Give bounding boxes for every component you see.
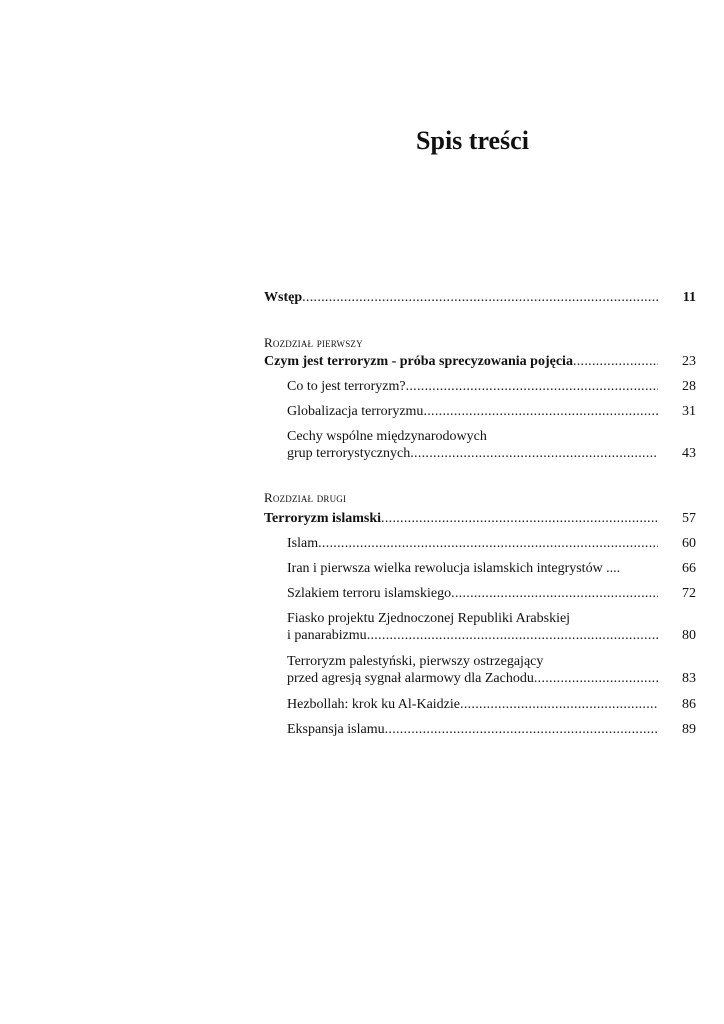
dot-leader [573,353,658,370]
toc-page-number: 80 [682,628,696,643]
dot-leader [460,696,658,713]
toc-entry-first-line: Terroryzm palestyński, pierwszy ostrzegający [287,654,544,669]
toc-page-number: 89 [682,722,696,737]
page-title: Spis treści [416,126,529,155]
toc-entry-text: Islam [287,536,319,551]
toc-chapter-heading[interactable] [264,353,696,370]
toc-entry[interactable] [287,403,696,420]
dot-leader [302,289,658,306]
dot-leader [367,627,658,644]
toc-chapter-heading[interactable] [264,510,696,527]
toc-entry-text: Terroryzm islamski [264,511,382,526]
toc-page-number: 23 [682,354,696,369]
toc-entry-text: i panarabizmu [287,628,367,643]
toc-page-number: 60 [682,536,696,551]
toc-entry[interactable] [287,653,696,687]
toc-entry[interactable] [287,535,696,552]
toc-entry[interactable] [287,428,696,462]
toc-entry-first-line: Cechy wspólne międzynarodowych [287,429,487,444]
dot-leader [318,535,658,552]
toc-entry-text: Szlakiem terroru islamskiego [287,586,452,601]
toc-page-number: 83 [682,671,696,686]
dot-leader [451,585,658,602]
toc-entry-text: Ekspansja islamu [287,722,385,737]
toc-page-number: 31 [682,404,696,419]
toc-entry-text: Czym jest terroryzm - próba sprecyzowania pojęcia [264,354,573,369]
toc-entry-text: Wstęp [264,290,303,305]
chapter-label: Rozdział drugi [264,490,347,505]
dot-leader [385,721,658,738]
dot-leader [381,510,658,527]
toc-page-number: 11 [682,290,696,305]
toc-page-number: 28 [682,379,696,394]
toc-entry-intro[interactable] [264,289,696,306]
toc-entry-text: Co to jest terroryzm? [287,379,406,394]
toc-page-number: 66 [682,561,696,576]
toc-entry-text: Iran i pierwsza wielka rewolucja islamskich integrystów .... [287,561,621,576]
toc-entry[interactable] [287,721,696,738]
toc-entry-text: grup terrorystycznych [287,446,411,461]
toc-entry[interactable] [287,610,696,644]
toc-entry-text: przed agresją sygnał alarmowy dla Zachodu [287,671,534,686]
toc-entry[interactable] [287,696,696,713]
dot-leader [534,670,658,687]
dot-leader [410,445,658,462]
toc-page-number: 57 [682,511,696,526]
toc-entry[interactable] [287,378,696,395]
dot-leader [406,378,658,395]
toc-entry[interactable] [287,560,696,577]
toc-page-number: 43 [682,446,696,461]
toc-entry[interactable] [287,585,696,602]
toc-entry-text: Hezbollah: krok ku Al-Kaidzie [287,697,461,712]
toc-page-number: 72 [682,586,696,601]
toc-entry-first-line: Fiasko projektu Zjednoczonej Republiki Arabskiej [287,611,571,626]
dot-leader [423,403,658,420]
toc-entry-text: Globalizacja terroryzmu [287,404,424,419]
chapter-label: Rozdział pierwszy [264,335,363,350]
toc-page-number: 86 [682,697,696,712]
